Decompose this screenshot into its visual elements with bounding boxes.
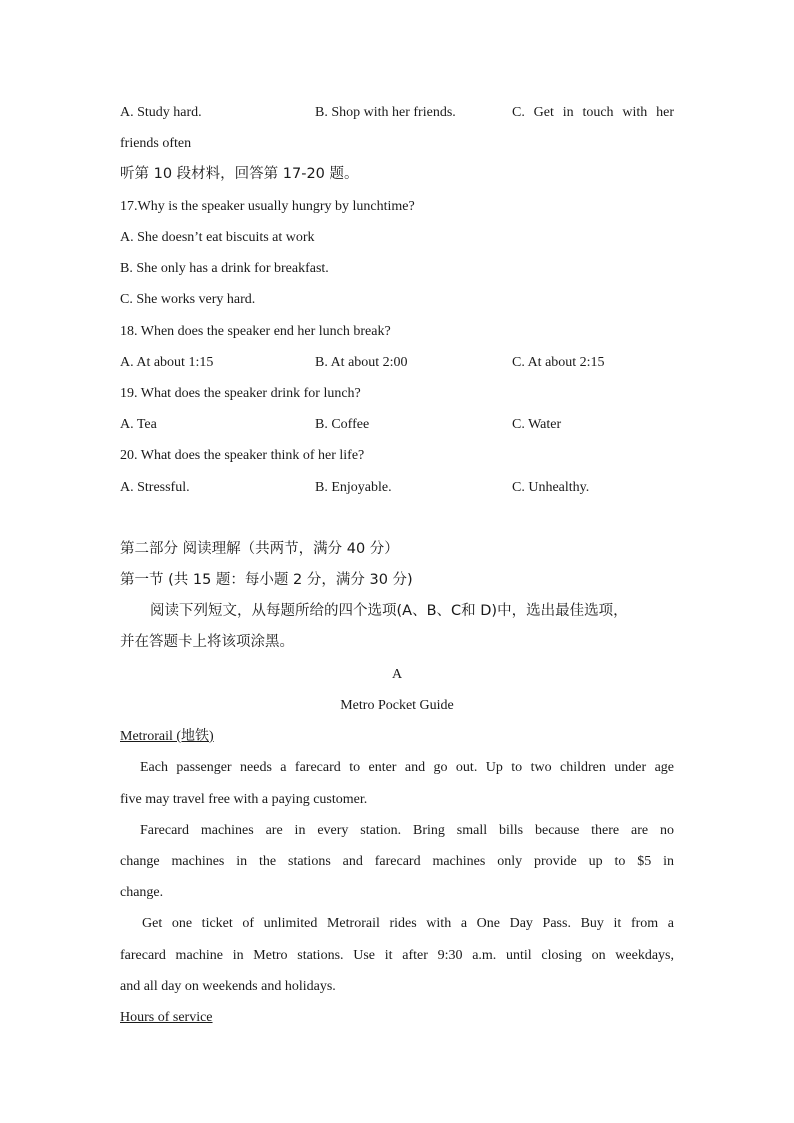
q18-option-c: C. At about 2:15 — [512, 355, 605, 370]
q19-option-a: A. Tea — [120, 417, 157, 432]
para1-line1: Each passenger needs a farecard to enter and go out. Up to two children under age — [140, 760, 674, 775]
q17-option-a: A. She doesn’t eat biscuits at work — [120, 230, 315, 245]
para2-line3: change. — [120, 885, 164, 900]
para3-line1: Get one ticket of unlimited Metrorail rides with a One Day Pass. Buy it from a — [142, 916, 674, 931]
section10-instruction: 听第 10 段材料，回答第 17-20 题。 — [120, 166, 359, 182]
q17-stem: 17.Why is the speaker usually hungry by lunchtime? — [120, 199, 415, 214]
q18-stem: 18. When does the speaker end her lunch break? — [120, 324, 391, 339]
passage-title: Metro Pocket Guide — [340, 698, 454, 713]
reading-instruction-line2: 并在答题卡上将该项涂黑。 — [120, 634, 294, 650]
para3-line2: farecard machine in Metro stations. Use it after 9:30 a.m. until closing on weekdays, — [120, 948, 674, 963]
q20-option-c: C. Unhealthy. — [512, 480, 590, 495]
q20-option-a: A. Stressful. — [120, 480, 190, 495]
q20-option-b: B. Enjoyable. — [315, 480, 392, 495]
q20-stem: 20. What does the speaker think of her life? — [120, 448, 365, 463]
q17-option-c: C. She works very hard. — [120, 292, 256, 307]
q16-option-a: A. Study hard. — [120, 105, 202, 120]
q20-options — [120, 478, 674, 498]
passage-letter: A — [391, 667, 403, 682]
section1-title: 第一节 (共 15 题：每小题 2 分，满分 30 分) — [120, 572, 413, 588]
para2-line2: change machines in the stations and farecard machines only provide up to $5 in — [120, 854, 674, 869]
hours-heading-text: Hours of service — [120, 1010, 213, 1025]
para1-line2: five may travel free with a paying customer. — [120, 792, 368, 807]
q16-option-b: B. Shop with her friends. — [315, 105, 456, 120]
q16-options — [120, 103, 674, 123]
q18-option-b: B. At about 2:00 — [315, 355, 408, 370]
para3-line3: and all day on weekends and holidays. — [120, 979, 336, 994]
q19-option-c: C. Water — [512, 417, 562, 432]
q16-option-c-continued: friends often — [120, 136, 192, 151]
part2-title: 第二部分 阅读理解（共两节，满分 40 分） — [120, 541, 399, 557]
q18-option-a: A. At about 1:15 — [120, 355, 214, 370]
reading-instruction-line1: 阅读下列短文，从每题所给的四个选项(A、B、C和 D)中，选出最佳选项， — [150, 603, 628, 619]
metrorail-heading-text: Metrorail (地铁) — [120, 729, 214, 744]
q19-option-b: B. Coffee — [315, 417, 370, 432]
hours-heading — [120, 1008, 674, 1028]
q19-options — [120, 415, 674, 435]
q16-option-c: C. Get in touch with her — [512, 105, 674, 120]
para2-line1: Farecard machines are in every station. Bring small bills because there are no — [140, 823, 674, 838]
q17-option-b: B. She only has a drink for breakfast. — [120, 261, 329, 276]
q18-options — [120, 353, 674, 373]
q19-stem: 19. What does the speaker drink for lunch? — [120, 386, 361, 401]
metrorail-heading — [120, 727, 674, 747]
